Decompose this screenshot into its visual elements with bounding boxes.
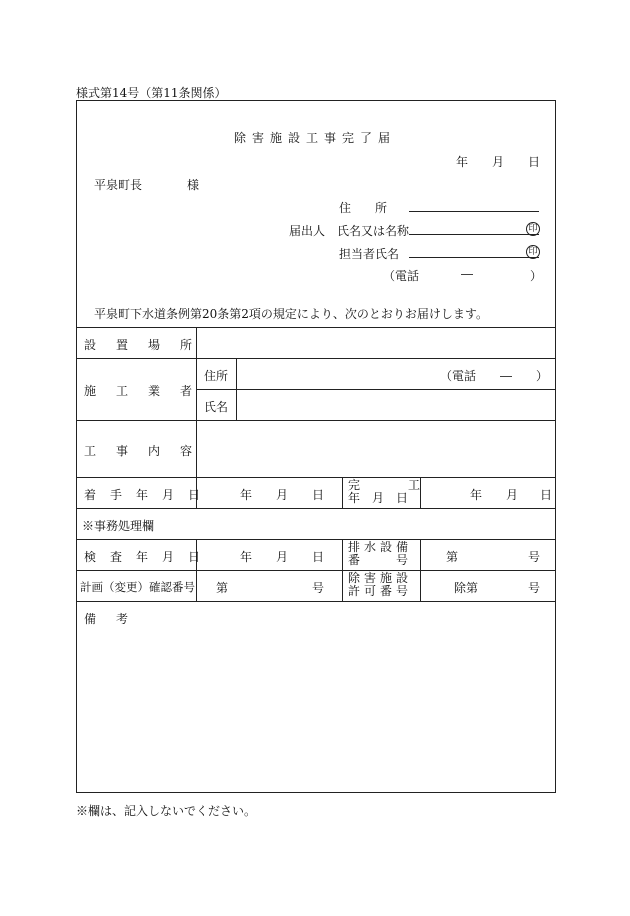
contractor-phone: （電話 ― ） [440,369,549,383]
addressee-name: 平泉町長 [94,178,143,192]
statement: 平泉町下水道条例第20条第2項の規定により、次のとおりお届けします。 [94,307,488,321]
permit-number-jodai: 除第 [454,581,479,595]
applicant-phone-dash: ― [461,267,473,281]
applicant-address-line [409,211,539,212]
applicant-phone-open: （電話 [383,269,420,283]
form-number: 様式第14号（第11条関係） [76,86,227,100]
form-title: 除害施設工事完了届 [234,131,397,145]
row-divider [76,358,556,359]
seal-icon: 印 [526,222,540,236]
column-divider [342,539,343,601]
applicant-name-label: 氏名又は名称 [337,224,410,238]
contractor-address-label: 住所 [204,369,229,383]
permit-number-label-line1: 除害施設 [348,571,413,585]
row-divider [76,601,556,602]
drain-number-label-line2: 番 号 [348,553,413,567]
permit-number-gou: 号 [528,581,541,595]
drain-number-label-line1: 排水設備 [348,540,413,554]
row-divider [196,389,556,390]
row-divider [76,539,556,540]
plan-number-gou: 号 [312,581,325,595]
row-divider [76,508,556,509]
completion-date-month: 月 [506,488,519,502]
work-content-label: 工 事 内 容 [84,444,197,458]
row-divider [76,327,556,328]
seal-icon: 印 [526,245,540,259]
column-divider [420,539,421,601]
date-month: 月 [492,155,505,169]
applicant-phone-close: ） [530,269,543,283]
contractor-label: 施 工 業 者 [84,384,197,398]
person-in-charge-label: 担当者氏名 [339,247,400,261]
row-divider [76,477,556,478]
person-in-charge-line [409,257,539,258]
start-date-label: 着 手 年 月 日 [84,488,202,502]
start-date-day: 日 [312,488,325,502]
inspection-date-label: 検 査 年 月 日 [84,550,202,564]
row-divider [76,570,556,571]
row-divider [76,420,556,421]
column-divider [236,358,237,420]
remarks-label: 備 考 [84,612,133,626]
inspection-date-year: 年 [240,550,253,564]
applicant-name-line [409,234,539,235]
footnote: ※欄は、記入しないでください。 [76,804,257,818]
column-divider [342,477,343,508]
notifier-label: 届出人 [289,224,326,238]
completion-date-label-line2: 年 月 日 [348,491,409,505]
office-use-label: ※事務処理欄 [82,519,155,533]
column-divider [196,327,197,477]
drain-number-dai: 第 [446,550,459,564]
addressee-honorific: 様 [187,178,200,192]
completion-date-year: 年 [470,488,483,502]
date-day: 日 [528,155,541,169]
applicant-address-label: 住 所 [339,201,388,215]
completion-date-label-line1: 完 工 [348,478,421,492]
start-date-month: 月 [276,488,289,502]
contractor-name-label: 氏名 [204,400,229,414]
date-year: 年 [456,155,469,169]
completion-date-day: 日 [540,488,553,502]
column-divider [420,477,421,508]
location-label: 設 置 場 所 [84,338,197,352]
drain-number-gou: 号 [528,550,541,564]
plan-confirmation-label: 計画（変更）確認番号 [80,580,195,594]
start-date-year: 年 [240,488,253,502]
permit-number-label-line2: 許可番号 [348,584,413,598]
inspection-date-day: 日 [312,550,325,564]
plan-number-dai: 第 [216,581,229,595]
inspection-date-month: 月 [276,550,289,564]
